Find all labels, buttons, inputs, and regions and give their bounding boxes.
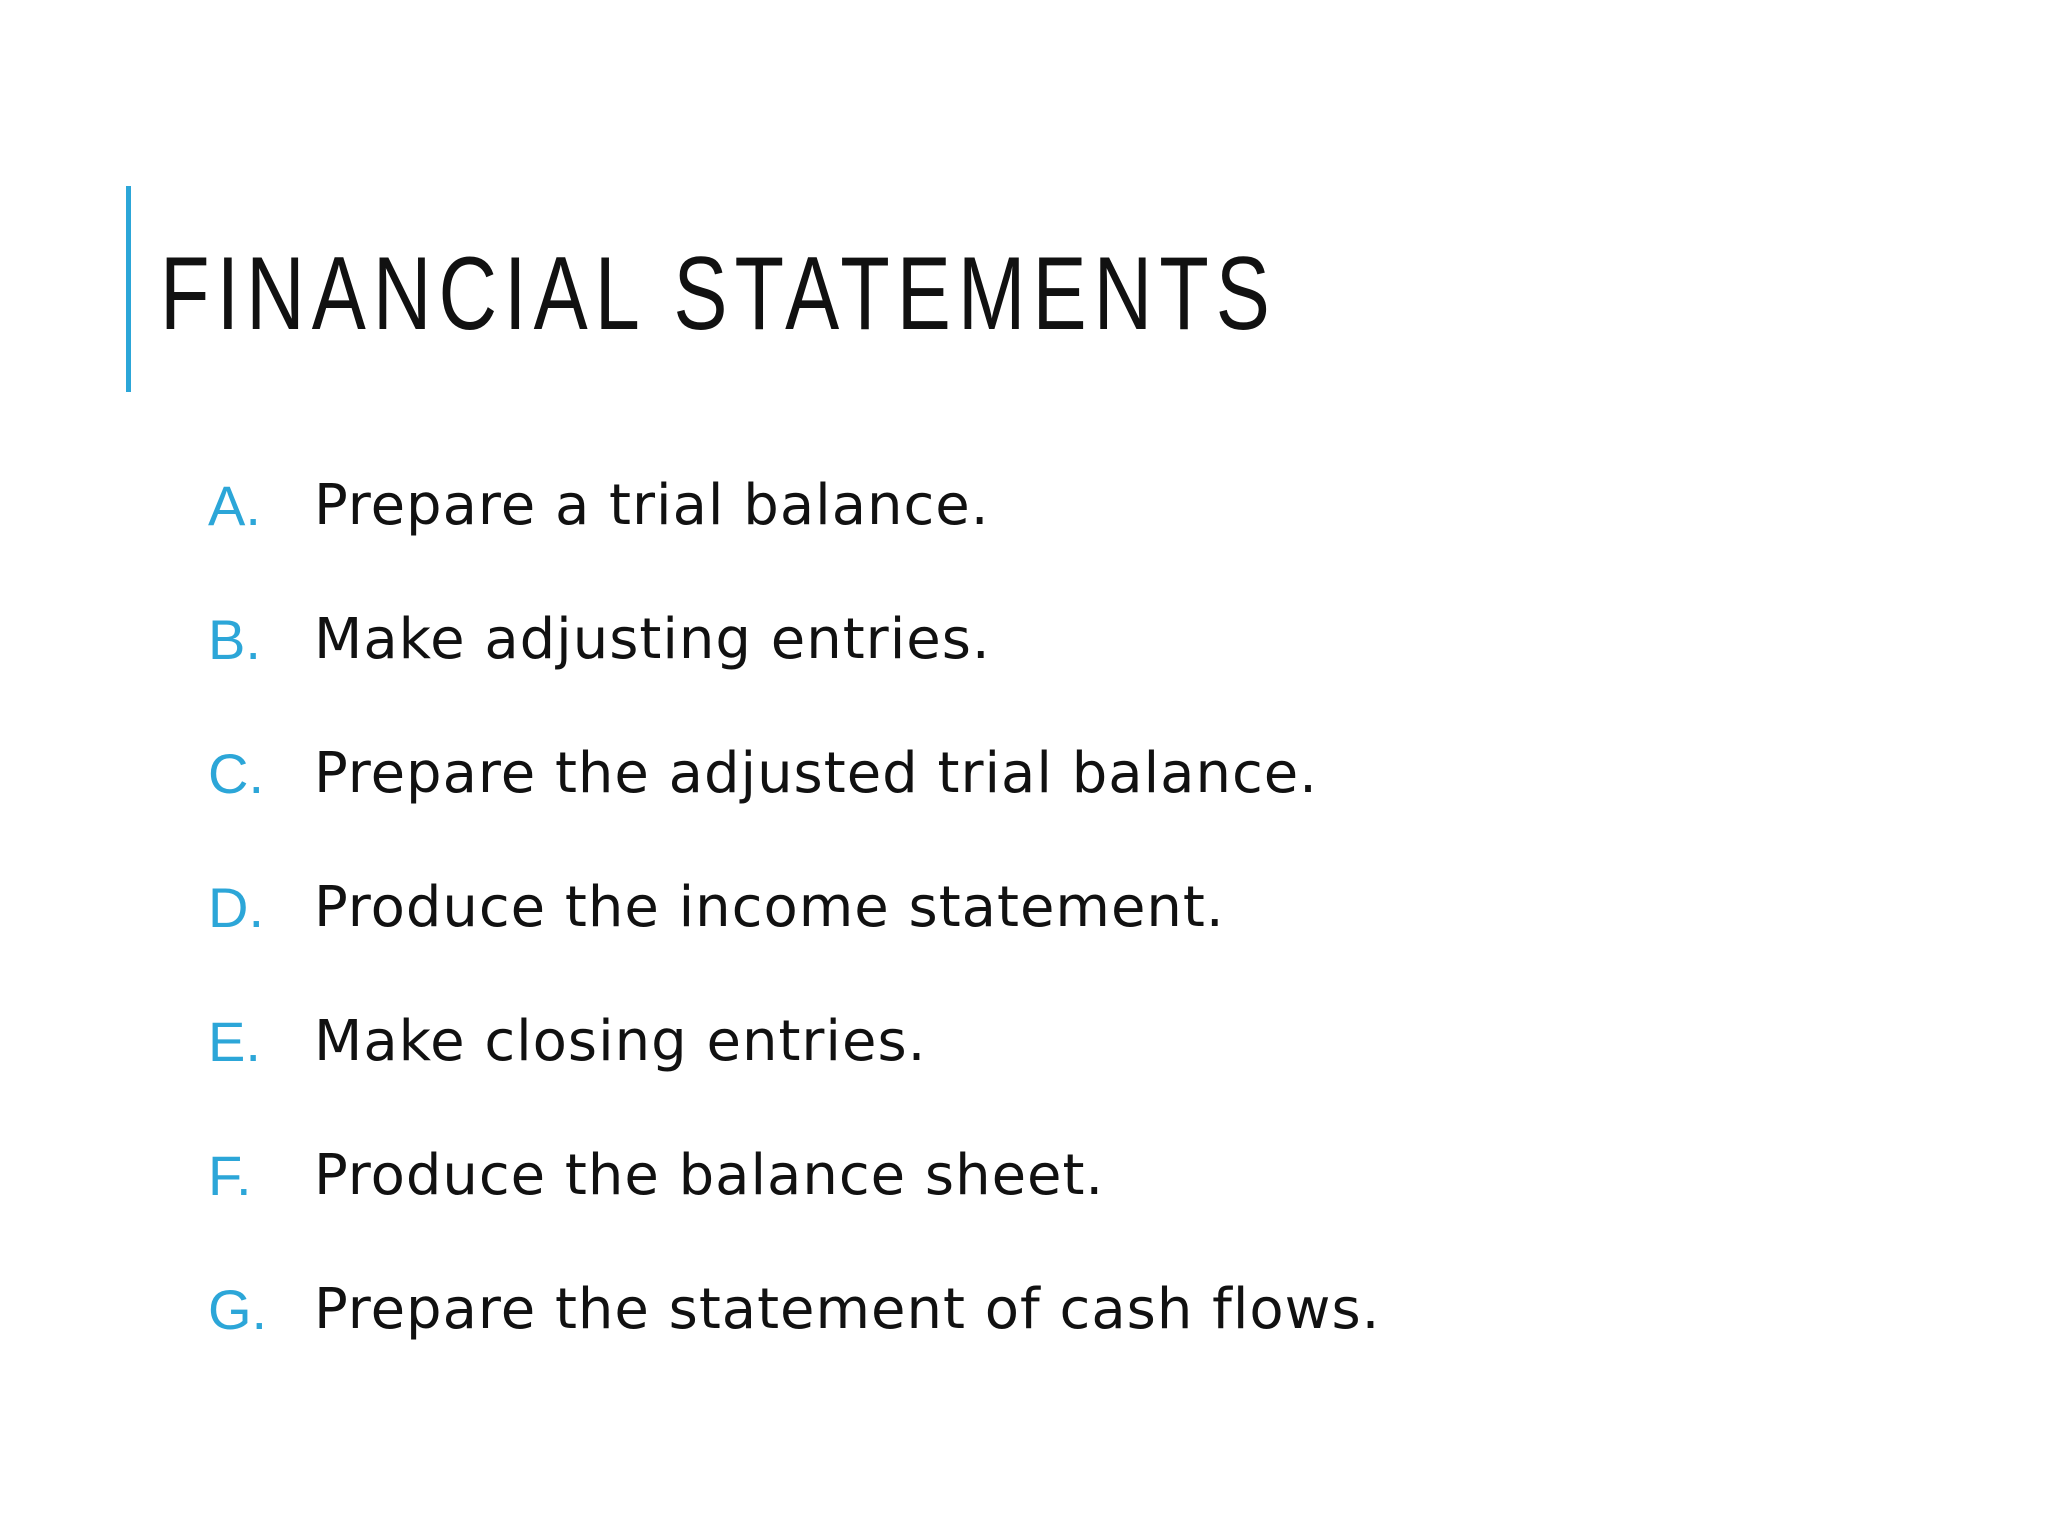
list-marker: A.: [208, 473, 261, 537]
title-accent-bar: [126, 186, 131, 392]
list-item: [208, 572, 1380, 706]
list-marker: C.: [208, 741, 264, 805]
list-item: [208, 706, 1380, 840]
list-item: [208, 974, 1380, 1108]
list-marker: E.: [208, 1009, 261, 1073]
list-marker: G.: [208, 1277, 268, 1341]
list-item: [208, 1242, 1380, 1376]
list-item: [208, 840, 1380, 974]
list-item-text: Prepare the adjusted trial balance.: [314, 740, 1318, 806]
list-item-text: Make closing entries.: [314, 1008, 927, 1074]
list-marker: B.: [208, 607, 261, 671]
slide-title: FINANCIAL STATEMENTS: [160, 236, 1277, 352]
list-item: [208, 1108, 1380, 1242]
list-item-text: Produce the balance sheet.: [314, 1142, 1105, 1208]
list-item-text: Produce the income statement.: [314, 874, 1225, 940]
list-item-text: Prepare the statement of cash flows.: [314, 1276, 1381, 1342]
list-marker: D.: [208, 875, 264, 939]
list-item-text: Prepare a trial balance.: [314, 472, 990, 538]
step-list: [208, 438, 1380, 1376]
list-marker: F.: [208, 1143, 252, 1207]
list-item: [208, 438, 1380, 572]
list-item-text: Make adjusting entries.: [314, 606, 991, 672]
